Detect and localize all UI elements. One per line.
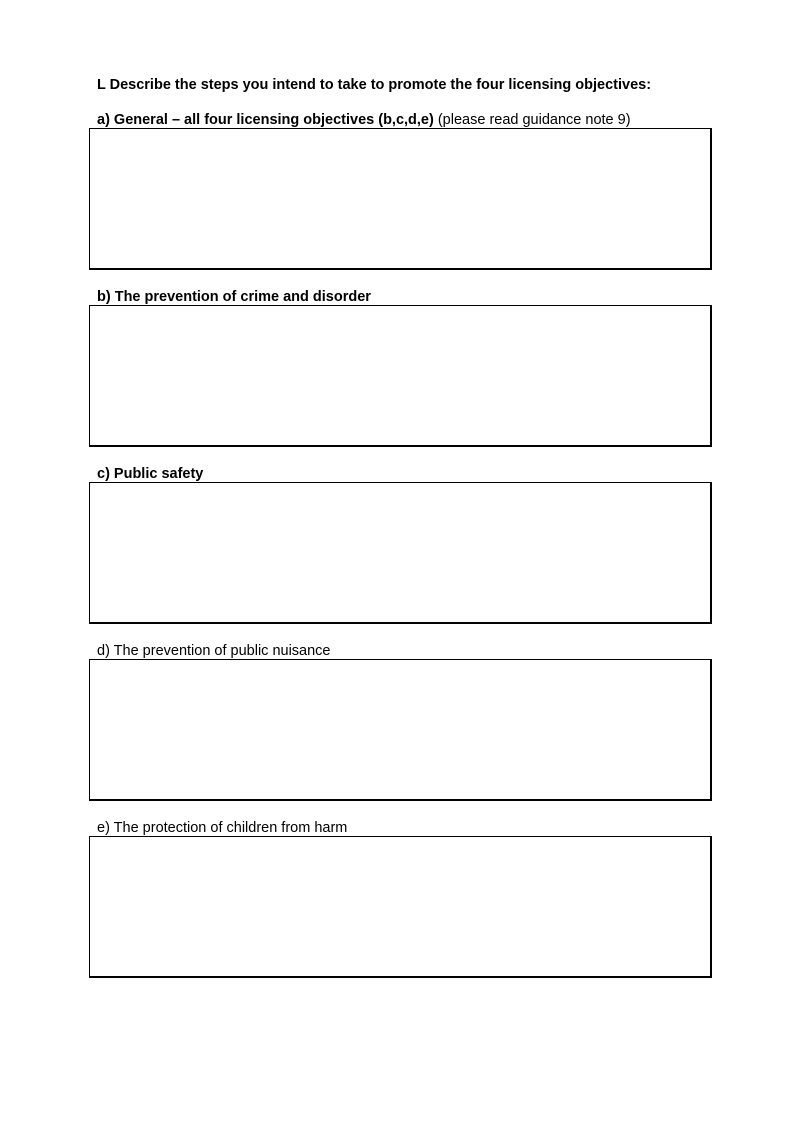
- section-c-label-bold: c) Public safety: [97, 466, 204, 482]
- section-d-label: [97, 643, 331, 660]
- section-a-label-note: (please read guidance note 9): [433, 112, 631, 128]
- section-e-answer-box[interactable]: [89, 836, 712, 978]
- section-a-label: [97, 112, 631, 129]
- section-d-label-text: d) The prevention of public nuisance: [97, 643, 331, 659]
- section-b-label: [97, 289, 371, 306]
- section-c-label: [97, 466, 203, 483]
- section-b-answer-box[interactable]: [89, 305, 712, 447]
- page-heading: L Describe the steps you intend to take to promote the four licensing objectives:: [97, 77, 652, 93]
- section-e-label-text: e) The protection of children from harm: [97, 820, 348, 836]
- section-d-answer-box[interactable]: [89, 659, 712, 801]
- section-c-answer-box[interactable]: [89, 482, 712, 624]
- section-a-answer-box[interactable]: [89, 128, 712, 270]
- section-e-label: [97, 820, 347, 837]
- section-a-label-bold: a) General – all four licensing objectives (b,c,d,e): [97, 112, 434, 128]
- section-b-label-bold: b) The prevention of crime and disorder: [97, 289, 371, 305]
